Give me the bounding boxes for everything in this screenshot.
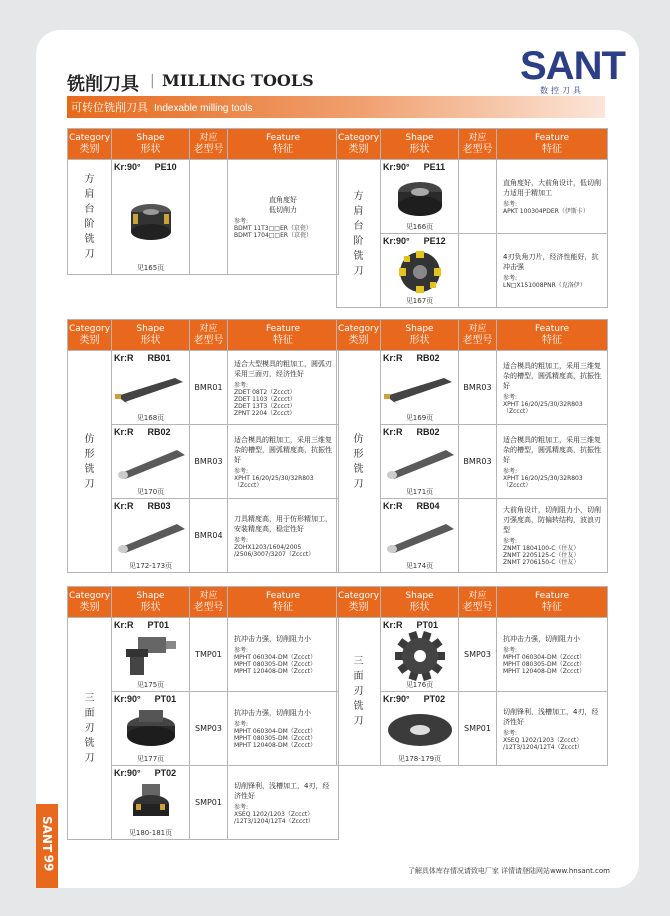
reference-label: 参考: [234, 381, 249, 389]
kr-angle: Kr:90° [114, 768, 141, 778]
reference-item: XPHT 16/20/25/30/32R803 [234, 474, 314, 482]
feature-text: 切削锋利，浅槽加工，4刃，经济性好 [503, 707, 599, 726]
kr-angle: Kr:R [383, 427, 403, 437]
shape-cell [381, 425, 459, 499]
table-s3-right [336, 586, 608, 766]
header-model [459, 320, 497, 351]
table-row [337, 618, 608, 692]
tool-code: PT02 [154, 768, 177, 778]
reference-item: ZPNT 2204（Zccct） [234, 409, 296, 417]
shape-cell [381, 499, 459, 573]
kr-label [383, 427, 440, 437]
tool-image [385, 710, 455, 752]
title-separator: | [150, 73, 155, 89]
header-shape [381, 320, 459, 351]
page-reference: 见165页 [136, 264, 165, 272]
header-shape-cn: 形状 [409, 602, 430, 613]
reference-item: XSEQ 1202/1203（Zccct） [503, 736, 583, 744]
page-reference: 见171页 [405, 488, 434, 496]
reference-item: （Zccct） [503, 407, 532, 415]
feature-cell [228, 160, 339, 275]
kr-label [114, 162, 177, 172]
header-model-en: 对应 [199, 324, 218, 334]
kr-label [114, 501, 171, 511]
reference-item: ZDET 08T2（Zccct） [234, 388, 296, 396]
table-s3-left [67, 586, 339, 840]
tool-code: RB02 [416, 353, 440, 363]
page-reference: 见177页 [136, 755, 165, 763]
page-reference: 见169页 [405, 414, 434, 422]
kr-angle: Kr:R [383, 353, 403, 363]
feature-cell [497, 425, 608, 499]
shape-cell [112, 618, 190, 692]
table-row [337, 351, 608, 425]
tool-image [384, 520, 456, 556]
tool-image [384, 446, 456, 482]
reference-item: MPHT 120408-DM（Zccct） [234, 668, 317, 675]
reference-label: 参考: [503, 467, 518, 475]
tool-code: PE12 [423, 236, 446, 246]
feature-text: 适合模具的粗加工，采用三维复杂的槽型，圆弧精度高，抗振性好 [503, 361, 601, 390]
old-model-cell: SMP03 [459, 618, 497, 692]
header-category-cn: 类别 [348, 602, 369, 613]
side-brand: SANT [40, 816, 54, 853]
page-title-en: MILLING TOOLS [162, 71, 314, 90]
feature-cell [228, 351, 339, 425]
reference-label: 参考: [503, 729, 518, 737]
kr-angle: Kr:R [114, 620, 134, 630]
table-row [68, 618, 339, 692]
kr-label [383, 620, 438, 630]
header-shape [112, 129, 190, 160]
header-feature-cn: 特征 [273, 602, 293, 613]
old-model-cell: BMR03 [459, 351, 497, 425]
feature-text: 4刃负角刀片，经济性能好，抗冲击强 [503, 253, 599, 271]
page-reference: 见175页 [136, 681, 165, 689]
kr-angle: Kr:90° [114, 162, 141, 172]
header-category-en: Category [68, 133, 111, 143]
header-feature [497, 587, 608, 618]
feature-text: 抗冲击力强，切削阻力小 [234, 709, 311, 717]
reference-item: XSEQ 1202/1203（Zccct） [234, 810, 314, 818]
category-label: 三面刃铣刀 [84, 693, 95, 764]
reference-label: 参考: [503, 275, 518, 282]
header-feature-cn: 特征 [542, 602, 562, 613]
shape-cell [381, 351, 459, 425]
tool-image [395, 631, 445, 683]
header-category-en: Category [337, 591, 380, 601]
kr-angle: Kr:R [383, 501, 403, 511]
header-model-cn: 老型号 [193, 335, 224, 346]
header-category [68, 587, 112, 618]
header-feature-cn: 特征 [542, 144, 562, 155]
reference-item: MPHT 080305-DM（Zccct） [503, 661, 586, 668]
header-category-cn: 类别 [348, 335, 369, 346]
tool-code: PT01 [154, 694, 177, 704]
old-model-cell [459, 499, 497, 573]
header-feature [228, 587, 339, 618]
page-reference: 见172-173页 [128, 562, 173, 570]
header-shape-en: Shape [405, 324, 434, 334]
reference-item: MPHT 080305-DM（Zccct） [234, 735, 317, 742]
header-shape-en: Shape [136, 133, 165, 143]
kr-angle: Kr:90° [383, 694, 410, 704]
feature-cell [497, 160, 608, 234]
feature-cell [497, 618, 608, 692]
header-category-cn: 类别 [79, 602, 100, 613]
category-label: 方肩台阶铣刀 [84, 174, 95, 260]
header-feature-en: Feature [534, 591, 569, 601]
tool-image [115, 446, 187, 482]
header-shape-en: Shape [136, 324, 165, 334]
tool-image [122, 635, 180, 679]
reference-item: MPHT 080305-DM（Zccct） [234, 661, 317, 668]
header-feature [497, 320, 608, 351]
reference-item: BDMT 11T3□□ER（京瓷） [234, 225, 312, 232]
category-cell [68, 351, 112, 573]
tool-code: RB02 [416, 427, 440, 437]
header-category-en: Category [337, 324, 380, 334]
reference-label: 参考: [234, 536, 249, 544]
feature-cell [228, 618, 339, 692]
tool-code: PE10 [154, 162, 177, 172]
kr-label [383, 162, 445, 172]
feature-cell [497, 499, 608, 573]
feature-cell [228, 425, 339, 499]
header-feature [497, 129, 608, 160]
kr-label [114, 694, 176, 704]
reference-item: MPHT 120408-DM（Zccct） [234, 742, 317, 749]
kr-label [114, 353, 171, 363]
reference-item: MPHT 120408-DM（Zccct） [503, 668, 586, 675]
feature-text: 抗冲击力强，切削阻力小 [503, 635, 580, 643]
kr-angle: Kr:90° [383, 162, 410, 172]
category-label: 三面刃铣刀 [353, 656, 364, 727]
page-reference: 见167页 [405, 297, 434, 305]
shape-cell [381, 160, 459, 234]
kr-angle: Kr:90° [114, 694, 141, 704]
tool-code: PE11 [423, 162, 446, 172]
header-category [337, 129, 381, 160]
reference-item: XPHT 16/20/25/30/32R803 [503, 400, 583, 408]
page-reference: 见170页 [136, 488, 165, 496]
feature-text: 大前角设计，切削阻力小，切削刃强度高，防偏转结构，波浪刃型 [503, 506, 601, 534]
header-category [68, 320, 112, 351]
header-model [190, 320, 228, 351]
header-model-cn: 老型号 [462, 602, 493, 613]
page-reference: 见166页 [405, 223, 434, 231]
header-feature-en: Feature [265, 133, 300, 143]
header-feature-en: Feature [265, 591, 300, 601]
header-category-cn: 类别 [79, 144, 100, 155]
header-shape-en: Shape [136, 591, 165, 601]
old-model-cell: BMR04 [190, 499, 228, 573]
tool-code: RB04 [416, 501, 440, 511]
footer-note [360, 866, 610, 876]
header-model [459, 129, 497, 160]
header-shape [381, 129, 459, 160]
page-reference: 见176页 [405, 681, 434, 689]
old-model-cell: TMP01 [190, 618, 228, 692]
feature-text: 适合模具的粗加工，采用三维复杂的槽型，圆弧精度高，抗振性好 [503, 435, 601, 464]
feature-cell [497, 692, 608, 766]
header-feature [228, 320, 339, 351]
reference-item: ZDET 1103（Zccct） [234, 395, 296, 403]
header-shape-cn: 形状 [140, 602, 161, 613]
reference-item: MPHT 060304-DM（Zccct） [234, 728, 317, 735]
reference-item: BDMT 1704□□ER（京瓷） [234, 232, 313, 239]
kr-label [114, 620, 169, 630]
feature-text: 抗冲击力强，切削阻力小 [234, 635, 311, 643]
tool-code: RB02 [147, 427, 171, 437]
footer-url: www.hnsant.com [550, 867, 610, 875]
subtitle-cn: 可转位铣削刀具 [71, 101, 148, 114]
shape-cell [112, 499, 190, 573]
page-reference: 见178-179页 [397, 755, 442, 763]
page-title-cn: 铣削刀具 [67, 74, 139, 95]
tool-image [115, 374, 187, 406]
reference-item: /12T3/1204/12T4（Zccct） [234, 817, 314, 825]
tool-code: PT02 [423, 694, 446, 704]
header-shape-en: Shape [405, 133, 434, 143]
header-model-en: 对应 [199, 133, 218, 143]
reference-item: ZNMT 2706150-C（住友） [503, 559, 580, 566]
kr-label [383, 353, 440, 363]
reference-label: 参考: [234, 721, 249, 728]
header-shape [112, 587, 190, 618]
shape-cell [112, 425, 190, 499]
old-model-cell [190, 160, 228, 275]
old-model-cell: SMP01 [190, 766, 228, 840]
tool-image [128, 782, 174, 828]
header-model-en: 对应 [468, 324, 487, 334]
table-row [68, 160, 339, 275]
header-feature-en: Feature [265, 324, 300, 334]
kr-angle: Kr:90° [383, 236, 410, 246]
header-category-cn: 类别 [79, 335, 100, 346]
section-subtitle-bar [67, 96, 605, 118]
category-cell [68, 618, 112, 840]
old-model-cell: BMR03 [190, 425, 228, 499]
header-feature [228, 129, 339, 160]
kr-label [114, 427, 171, 437]
shape-cell [381, 234, 459, 308]
reference-item: ZNMT 1804100-C（住友） [503, 545, 580, 552]
header-shape-cn: 形状 [409, 144, 430, 155]
reference-item: /12T3/1204/12T4（Zccct） [503, 743, 583, 751]
header-model [459, 587, 497, 618]
header-model-cn: 老型号 [193, 144, 224, 155]
old-model-cell: BMR03 [459, 425, 497, 499]
header-model-en: 对应 [468, 591, 487, 601]
tool-code: RB01 [147, 353, 171, 363]
category-cell [337, 618, 381, 766]
reference-label: 参考: [503, 647, 518, 654]
header-category [337, 320, 381, 351]
page-number: 99 [41, 854, 56, 872]
shape-cell [112, 351, 190, 425]
header-category-cn: 类别 [348, 144, 369, 155]
feature-text: 直角度好 低切削力 [269, 196, 297, 214]
tool-image [123, 708, 179, 754]
header-category [337, 587, 381, 618]
table-s1-left [67, 128, 339, 275]
tool-code: RB03 [147, 501, 171, 511]
category-cell [337, 160, 381, 308]
category-label: 方肩台阶铣刀 [353, 190, 364, 277]
tool-image [115, 520, 187, 556]
page-reference: 见180-181页 [128, 829, 173, 837]
header-category-en: Category [68, 591, 111, 601]
reference-label: 参考: [503, 201, 518, 208]
brand-logo [520, 44, 625, 96]
feature-cell [497, 351, 608, 425]
feature-cell [228, 692, 339, 766]
reference-item: MPHT 060304-DM（Zccct） [234, 654, 317, 661]
kr-label [383, 694, 445, 704]
logo-text: SANT [520, 44, 625, 88]
header-model-en: 对应 [468, 133, 487, 143]
reference-label: 参考: [234, 803, 249, 811]
shape-cell [381, 692, 459, 766]
old-model-cell: SMP03 [190, 692, 228, 766]
reference-label: 参考: [234, 467, 249, 475]
header-feature-en: Feature [534, 133, 569, 143]
reference-item: （Zccct） [503, 481, 532, 489]
tool-image [126, 200, 176, 244]
feature-text: 刀具精度高，用于仿形精加工，安装精度高，稳定性好 [234, 514, 332, 533]
header-category [68, 129, 112, 160]
header-shape [112, 320, 190, 351]
old-model-cell [459, 234, 497, 308]
tool-code: PT01 [416, 620, 439, 630]
kr-angle: Kr:R [114, 353, 134, 363]
feature-text: 切削锋利，浅槽加工，4刃，经济性好 [234, 781, 330, 800]
page-reference: 见168页 [136, 414, 165, 422]
tool-image [384, 374, 456, 406]
subtitle-en: Indexable milling tools [154, 103, 253, 114]
header-model-cn: 老型号 [462, 144, 493, 155]
header-feature-cn: 特征 [273, 144, 293, 155]
kr-angle: Kr:R [114, 427, 134, 437]
feature-cell [497, 234, 608, 308]
header-shape-cn: 形状 [140, 144, 161, 155]
kr-angle: Kr:R [383, 620, 403, 630]
header-category-en: Category [68, 324, 111, 334]
tool-image [395, 178, 445, 220]
feature-text: 直角度好，大前角设计，低切削力适用于精加工 [503, 179, 601, 197]
feature-cell [228, 499, 339, 573]
header-model-cn: 老型号 [193, 602, 224, 613]
reference-label: 参考: [234, 647, 249, 654]
shape-cell [112, 692, 190, 766]
logo-subtitle: 数控刀具 [540, 86, 584, 95]
reference-label: 参考: [503, 538, 518, 545]
header-shape-cn: 形状 [409, 335, 430, 346]
table-row [337, 160, 608, 234]
category-cell [337, 351, 381, 573]
table-s1-right [336, 128, 608, 308]
reference-label: 参考: [503, 393, 518, 401]
kr-label [383, 236, 446, 246]
header-feature-en: Feature [534, 324, 569, 334]
feature-text: 适合大型模具的粗加工，圆弧刃采用三面刃，经济性好 [234, 359, 332, 378]
footer-text: 了解具体库存情况请致电厂家 详情请登陆网站 [407, 867, 551, 875]
shape-cell [381, 618, 459, 692]
header-category-en: Category [337, 133, 380, 143]
category-label: 仿形铣刀 [84, 433, 95, 490]
kr-label [114, 768, 176, 778]
header-shape [381, 587, 459, 618]
reference-item: ZDET 13T3（Zccct） [234, 402, 296, 410]
reference-item: （Zccct） [234, 481, 263, 489]
tool-image [395, 248, 445, 298]
header-shape-en: Shape [405, 591, 434, 601]
shape-cell [112, 766, 190, 840]
reference-item: ZNMT 2205125-C（住友） [503, 552, 580, 559]
header-shape-cn: 形状 [140, 335, 161, 346]
tool-code: PT01 [147, 620, 170, 630]
feature-cell [228, 766, 339, 840]
kr-angle: Kr:R [114, 501, 134, 511]
header-model-en: 对应 [199, 591, 218, 601]
table-s2-right [336, 319, 608, 573]
table-row [68, 351, 339, 425]
header-model [190, 129, 228, 160]
old-model-cell: BMR01 [190, 351, 228, 425]
page-reference: 见174页 [405, 562, 434, 570]
reference-item: ZOHX1203/1604/2005 [234, 543, 302, 551]
header-feature-cn: 特征 [542, 335, 562, 346]
reference-item: XPHT 16/20/25/30/32R803 [503, 474, 583, 482]
header-feature-cn: 特征 [273, 335, 293, 346]
old-model-cell: SMP01 [459, 692, 497, 766]
category-label: 仿形铣刀 [353, 433, 364, 490]
reference-item: LN□X151008PNR（克洛伊） [503, 282, 586, 289]
table-s2-left [67, 319, 339, 573]
feature-text: 适合模具的粗加工，采用三维复杂的槽型，圆弧精度高，抗振性好 [234, 435, 332, 464]
header-model-cn: 老型号 [462, 335, 493, 346]
reference-item: MPHT 060304-DM（Zccct） [503, 654, 586, 661]
kr-label [383, 501, 440, 511]
reference-item: APKT 100304PDER（伊斯卡） [503, 208, 589, 215]
reference-label: 参考: [234, 218, 249, 225]
reference-item: /2506/3007/3207（Zccct） [234, 550, 315, 558]
old-model-cell [459, 160, 497, 234]
header-model [190, 587, 228, 618]
shape-cell [112, 160, 190, 275]
category-cell [68, 160, 112, 275]
